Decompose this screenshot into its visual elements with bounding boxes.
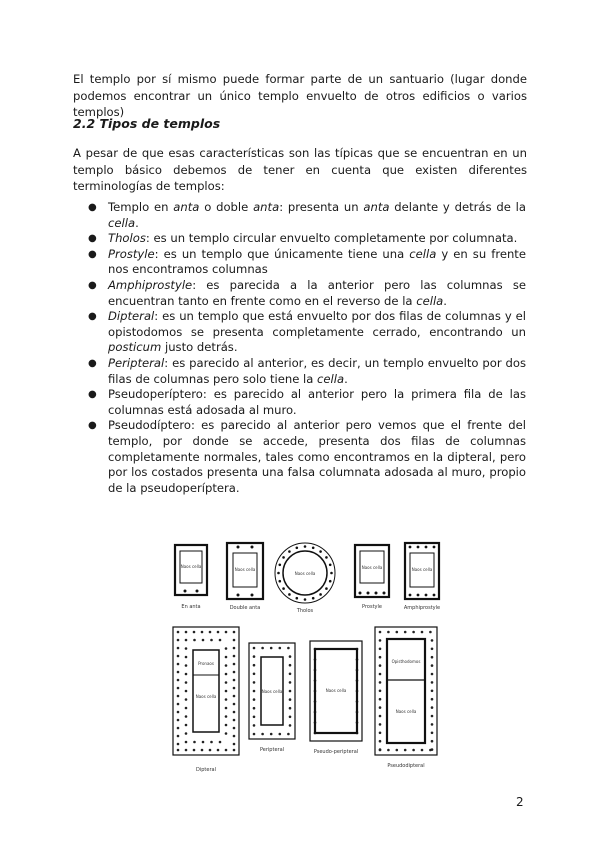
pseudodipteral-column (431, 673, 434, 676)
tholos-column (278, 564, 281, 567)
tholos-column (319, 593, 322, 596)
plan-label-peripteral: Peripteral (259, 747, 285, 753)
pseudodipteral-column (379, 656, 382, 659)
peripteral-column (289, 681, 292, 684)
list-item-text: Peripteral (108, 355, 165, 370)
section-heading: 2.2 Tipos de templos (73, 116, 221, 131)
list-item (88, 356, 526, 387)
dipteral-column (225, 724, 228, 727)
dipteral-column (225, 656, 228, 659)
tholos-column (329, 580, 332, 583)
pseudodipteral-column (379, 631, 382, 634)
dipteral-column (177, 719, 180, 722)
pseudodipteral-column (421, 631, 424, 634)
plan-label-en-anta: En anta (181, 604, 201, 610)
pseudodipteral-column (379, 723, 382, 726)
peripteral-column (289, 716, 292, 719)
peripteral-column (253, 733, 256, 736)
list-item-text: cella (108, 215, 136, 230)
dipteral-column (219, 741, 222, 744)
pseudo-peripteral-engaged-column (356, 658, 359, 661)
pseudodipteral-column (379, 639, 382, 642)
dipteral-column (225, 715, 228, 718)
prostyle-cella-label: Naos cella (361, 565, 383, 570)
dipteral-column (233, 663, 236, 666)
pseudo-peripteral-engaged-column (314, 690, 317, 693)
list-item-text: anta (363, 200, 390, 214)
list-item-text: Tholos (108, 231, 146, 246)
dipteral-column (225, 690, 228, 693)
amphiprostyle-column (433, 546, 436, 549)
peripteral-column (261, 647, 264, 650)
dipteral-column (233, 719, 236, 722)
dipteral-column (185, 715, 188, 718)
peripteral-column (289, 655, 292, 658)
pseudodipteral-column (379, 715, 382, 718)
dipteral-column (177, 735, 180, 738)
tholos-column (330, 572, 333, 575)
plan-label-prostyle: Prostyle (362, 604, 382, 610)
list-item (88, 278, 526, 309)
list-item-text: . (344, 371, 348, 386)
pseudodipteral-column (404, 749, 407, 752)
tholos-column (325, 587, 328, 590)
list-item (88, 247, 526, 278)
dipteral-column (201, 631, 204, 634)
double-anta-column (237, 594, 240, 597)
list-item-text: y en su frente nos encontramos columnas (108, 246, 526, 277)
double-anta-cella-label: Naos cella (234, 567, 256, 572)
list-item-text: justo detrás. (161, 340, 238, 355)
tholos-column (304, 598, 307, 601)
plan-label-double-anta: Double anta (229, 605, 261, 611)
peripteral-column (289, 724, 292, 727)
dipteral-column (210, 741, 213, 744)
peripteral-column (289, 673, 292, 676)
pseudodipteral-column (431, 639, 434, 642)
dipteral-column (209, 631, 212, 634)
peripteral-column (253, 690, 256, 693)
plan-label-tholos: Tholos (296, 608, 314, 614)
peripteral-column (289, 690, 292, 693)
dipteral-column (177, 703, 180, 706)
dipteral-column (185, 698, 188, 701)
dipteral-column (225, 664, 228, 667)
pseudodipteral-column (379, 698, 382, 701)
pseudodipteral-column (431, 740, 434, 743)
pseudodipteral-cella-label: Naos cella (395, 709, 417, 714)
dipteral-column (202, 741, 205, 744)
dipteral-column (193, 749, 196, 752)
peripteral-column (289, 707, 292, 710)
tholos-column (277, 572, 280, 575)
pseudodipteral-column (404, 631, 407, 634)
dipteral-column (177, 631, 180, 634)
peripteral-column (253, 647, 256, 650)
dipteral-column (225, 681, 228, 684)
tholos-column (282, 556, 285, 559)
amphiprostyle-column (433, 594, 436, 597)
pseudodipteral-column (429, 631, 432, 634)
dipteral-cella-label: Naos cella (195, 694, 217, 699)
dipteral-column (233, 695, 236, 698)
dipteral-column (233, 671, 236, 674)
peripteral-column (253, 724, 256, 727)
dipteral-column (185, 749, 188, 752)
dipteral-column (233, 711, 236, 714)
peripteral-column (287, 733, 290, 736)
tholos-column (304, 545, 307, 548)
prostyle-column (359, 592, 362, 595)
list-item-text: : presenta un (279, 200, 364, 214)
list-item-text: Pseudodíptero: es parecido al anterior pero vemos que el frente del templo, por donde se accede, presenta dos filas de columnas completamente normales, tales como encontramos en la dipteral, pero por los costados presenta una falsa columnata adosada al muro, propio de la pseudoperíptera. (108, 418, 526, 495)
pseudodipteral-column (431, 648, 434, 651)
amphiprostyle-cella-label: Naos cella (411, 567, 433, 572)
pseudodipteral-column (379, 706, 382, 709)
dipteral-column (233, 655, 236, 658)
peripteral-column (253, 664, 256, 667)
pseudo-peripteral-engaged-column (356, 721, 359, 724)
dipteral-column (177, 727, 180, 730)
dipteral-column (185, 690, 188, 693)
dipteral-column (177, 711, 180, 714)
list-item-text: delante y detrás de la (389, 200, 526, 214)
temple-plans-illustration (165, 535, 445, 775)
dipteral-column (225, 647, 228, 650)
dipteral-column (233, 631, 236, 634)
peripteral-column (270, 733, 273, 736)
pseudodipteral-column (412, 631, 415, 634)
list-item-text: . (443, 293, 447, 308)
dipteral-column (177, 663, 180, 666)
amphiprostyle-column (425, 546, 428, 549)
dipteral-column (177, 639, 180, 642)
pseudo-peripteral-engaged-column (356, 648, 359, 651)
pseudodipteral-column (379, 690, 382, 693)
pseudo-peripteral-engaged-column (356, 690, 359, 693)
amphiprostyle-column (417, 594, 420, 597)
dipteral-column (185, 732, 188, 735)
plan-label-pseudo-peripteral: Pseudo-peripteral (313, 749, 359, 755)
tholos-column (325, 556, 328, 559)
plan-label-pseudodipteral: Pseudodipteral (387, 763, 425, 769)
list-item-text: : es un templo que únicamente tiene una (154, 246, 410, 261)
pseudo-peripteral-engaged-column (314, 658, 317, 661)
dipteral-column (177, 749, 180, 752)
pseudodipteral-column (431, 732, 434, 735)
bullet-icon: ● (88, 357, 97, 369)
list-item-text: cella (416, 293, 444, 308)
pseudodipteral-column (431, 690, 434, 693)
dipteral-column (233, 749, 236, 752)
dipteral-column (217, 749, 220, 752)
list-item-text: Amphiprostyle (108, 277, 193, 292)
pseudo-peripteral-engaged-column (314, 648, 317, 651)
tholos-column (329, 564, 332, 567)
list-item-text: Dipteral (108, 309, 155, 324)
double-anta-column (251, 546, 254, 549)
pseudo-peripteral-engaged-column (356, 711, 359, 714)
tholos-column (288, 550, 291, 553)
list-item-text: : es parecida a la anterior pero las columnas se encuentran tanto en frente como en el reverso de la (108, 277, 526, 308)
peripteral-column (253, 655, 256, 658)
pseudodipteral-column (379, 740, 382, 743)
list-item (88, 231, 526, 247)
bullet-icon: ● (88, 202, 97, 213)
pseudodipteral-column (431, 656, 434, 659)
peripteral-column (253, 716, 256, 719)
peripteral-column (279, 647, 282, 650)
pseudodipteral-column (379, 648, 382, 651)
list-item-text: posticum (108, 340, 162, 355)
peripteral-column (253, 707, 256, 710)
pseudodipteral-column (431, 748, 434, 751)
pseudodipteral-column (379, 748, 382, 751)
dipteral-column (225, 673, 228, 676)
list-item (88, 309, 526, 356)
peripteral-column (253, 673, 256, 676)
dipteral-column (225, 732, 228, 735)
list-item-text: Pseudoperíptero: es parecido al anterior pero la primera fila de las columnas está adosada al muro. (108, 387, 526, 417)
pseudo-peripteral-cella-label: Naos cella (325, 688, 347, 693)
tholos-column (278, 580, 281, 583)
dipteral-column (225, 707, 228, 710)
pseudodipteral-column (396, 631, 399, 634)
dipteral-column (233, 639, 236, 642)
amphiprostyle-column (425, 594, 428, 597)
dipteral-column (233, 687, 236, 690)
peripteral-column (270, 647, 273, 650)
dipteral-column (193, 631, 196, 634)
list-item (88, 387, 526, 418)
dipteral-column (177, 695, 180, 698)
pseudo-peripteral-engaged-column (314, 732, 317, 735)
list-item-text: Prostyle (108, 246, 155, 261)
pseudo-peripteral-engaged-column (314, 711, 317, 714)
dipteral-column (233, 735, 236, 738)
dipteral-column (177, 647, 180, 650)
pseudodipteral-column (387, 631, 390, 634)
dipteral-column (193, 741, 196, 744)
bullet-icon: ● (88, 233, 97, 245)
dipteral-column (225, 749, 228, 752)
pseudodipteral-column (387, 749, 390, 752)
dipteral-column (185, 647, 188, 650)
prostyle-column (367, 592, 370, 595)
dipteral-column (177, 655, 180, 658)
prostyle-column (375, 592, 378, 595)
pseudodipteral-column (431, 706, 434, 709)
peripteral-column (253, 698, 256, 701)
peripteral-column (279, 733, 282, 736)
list-item-text: : es un templo que está envuelto por dos filas de columnas y el opistodomos se presenta completamente cerrado, encontrando un (108, 309, 526, 339)
double-anta-column (251, 594, 254, 597)
dipteral-column (177, 743, 180, 746)
list-item-text: cella (409, 246, 437, 261)
en-anta-cella-label: Naos cella (180, 564, 202, 569)
pseudodipteral-column (379, 673, 382, 676)
dipteral-column (233, 679, 236, 682)
en-anta-column (196, 590, 199, 593)
list-item-text: anta (253, 200, 280, 214)
peripteral-column (253, 681, 256, 684)
pseudodipteral-column (421, 749, 424, 752)
list-item-text: anta (173, 200, 200, 214)
pseudodipteral-column (396, 749, 399, 752)
prostyle-column (383, 592, 386, 595)
dipteral-column (233, 743, 236, 746)
pseudo-peripteral-engaged-column (314, 721, 317, 724)
bullet-icon: ● (88, 248, 97, 260)
list-item-text: : es un templo circular envuelto completamente por columnata. (145, 231, 518, 246)
dipteral-pronaos-label: Pronaos (198, 661, 214, 666)
pseudodipteral-cella (387, 639, 425, 743)
pseudodipteral-column (431, 715, 434, 718)
plan-label-dipteral: Dipteral (196, 767, 216, 773)
dipteral-column (225, 631, 228, 634)
dipteral-column (185, 673, 188, 676)
tholos-column (312, 597, 315, 600)
temple-types-list (88, 200, 526, 496)
bullet-icon: ● (88, 420, 97, 432)
dipteral-column (177, 671, 180, 674)
dipteral-column (185, 656, 188, 659)
pseudo-peripteral-engaged-column (356, 732, 359, 735)
pseudo-peripteral-engaged-column (314, 700, 317, 703)
tholos-column (319, 550, 322, 553)
pseudodipteral-column (431, 681, 434, 684)
dipteral-column (193, 639, 196, 642)
list-item-text: cella (317, 371, 345, 386)
dipteral-column (201, 749, 204, 752)
amphiprostyle-column (409, 594, 412, 597)
pseudodipteral-column (412, 749, 415, 752)
tholos-column (282, 587, 285, 590)
peripteral-column (261, 733, 264, 736)
tholos-cella-label: Naos cella (294, 571, 316, 576)
dipteral-column (219, 639, 222, 642)
tholos-column (288, 593, 291, 596)
temple-plans-figure (165, 535, 445, 775)
pseudodipteral-column (379, 681, 382, 684)
pseudo-peripteral-engaged-column (356, 679, 359, 682)
dipteral-column (233, 647, 236, 650)
en-anta-column (184, 590, 187, 593)
dipteral-column (225, 698, 228, 701)
pseudo-peripteral-engaged-column (314, 679, 317, 682)
amphiprostyle-column (409, 546, 412, 549)
dipteral-column (185, 724, 188, 727)
list-item (88, 200, 526, 231)
amphiprostyle-column (417, 546, 420, 549)
dipteral-column (233, 727, 236, 730)
pseudodipteral-column (431, 723, 434, 726)
types-intro-paragraph: A pesar de que esas características son las típicas que se encuentran en un templo básico debemos de tener en cuenta que existen diferentes terminologías de templos: (73, 146, 527, 193)
tholos-column (312, 546, 315, 549)
bullet-icon: ● (88, 311, 97, 323)
list-item-text: o doble (199, 200, 254, 214)
dipteral-column (185, 631, 188, 634)
dipteral-column (209, 749, 212, 752)
tholos-column (296, 546, 299, 549)
intro-paragraph: El templo por sí mismo puede formar parte de un santuario (lugar donde podemos encontrar un único templo envuelto de otros edificios o varios templos) (73, 72, 527, 119)
pseudo-peripteral-engaged-column (314, 669, 317, 672)
pseudodipteral-column (431, 698, 434, 701)
peripteral-column (287, 647, 290, 650)
dipteral-column (177, 687, 180, 690)
dipteral-column (217, 631, 220, 634)
dipteral-column (185, 707, 188, 710)
pseudodipteral-column (379, 664, 382, 667)
pseudodipteral-column (379, 732, 382, 735)
dipteral-column (185, 741, 188, 744)
peripteral-column (289, 698, 292, 701)
double-anta-column (237, 546, 240, 549)
dipteral-column (185, 681, 188, 684)
list-item-text: . (135, 215, 139, 230)
bullet-icon: ● (88, 389, 97, 401)
pseudodipteral-opisthodomos-label: Opisthodomos (391, 659, 421, 664)
list-item-text: Templo en (108, 200, 174, 214)
plan-label-amphiprostyle: Amphiprostyle (403, 605, 441, 611)
list-item-text: : es parecido al anterior, es decir, un templo envuelto por dos filas de columnas pero solo tiene la (108, 355, 526, 386)
dipteral-column (210, 639, 213, 642)
dipteral-column (177, 679, 180, 682)
pseudodipteral-column (431, 664, 434, 667)
dipteral-column (185, 639, 188, 642)
pseudo-peripteral-engaged-column (356, 700, 359, 703)
dipteral-column (202, 639, 205, 642)
tholos-column (296, 597, 299, 600)
pseudo-peripteral-engaged-column (356, 669, 359, 672)
bullet-icon: ● (88, 279, 97, 291)
list-item (88, 418, 526, 496)
page-number: 2 (516, 795, 524, 809)
peripteral-column (289, 664, 292, 667)
dipteral-column (233, 703, 236, 706)
peripteral-cella-label: Naos cella (261, 689, 283, 694)
dipteral-column (185, 664, 188, 667)
